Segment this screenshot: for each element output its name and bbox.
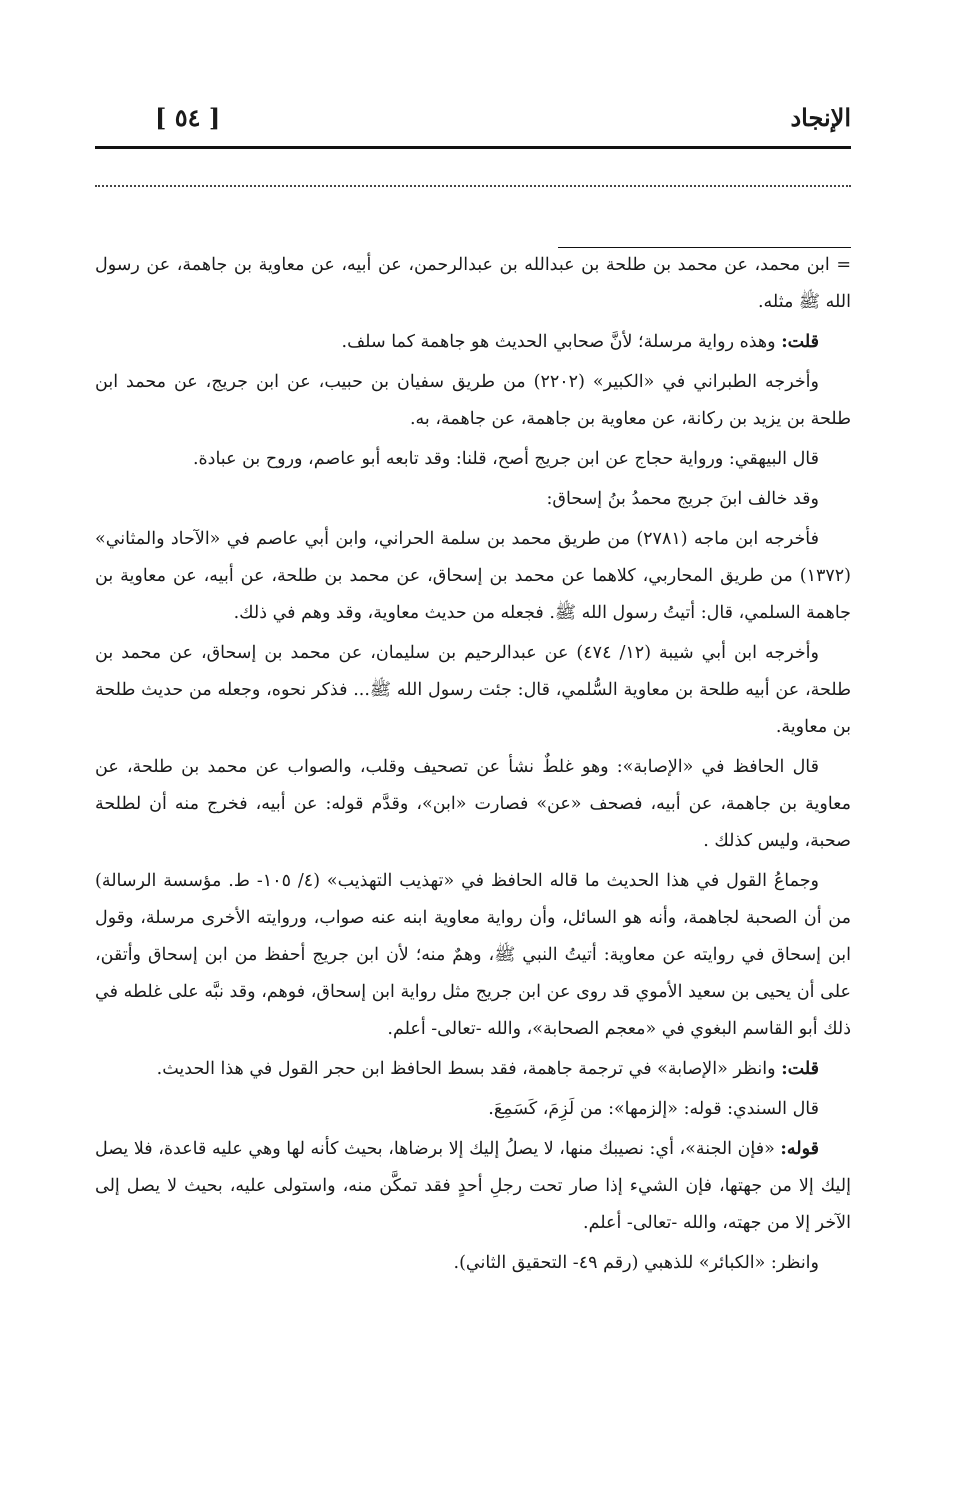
paragraph	[95, 364, 851, 438]
paragraph-lead: قلت:	[781, 1059, 819, 1079]
paragraph	[95, 441, 851, 478]
paragraph-text: وانظر «الإصابة» في ترجمة جاهمة، فقد بسط الحافظ ابن حجر القول في هذا الحديث.	[156, 1059, 782, 1079]
paragraph	[95, 635, 851, 746]
paragraph	[95, 749, 851, 860]
paragraph	[95, 863, 851, 1048]
paragraph-text: قال السندي: قوله: «إلزمها»: من لَزِمَ، كَسَمِعَ.	[488, 1099, 819, 1119]
paragraph-text: وجماعُ القول في هذا الحديث ما قاله الحافظ في «تهذيب التهذيب» (٤/ ١٠٥- ط. مؤسسة الرسالة) من أن الصحبة لجاهمة، وأنه هو السائل، وأن رواية معاوية ابنه عنه صواب، وروايته الأخرى مرسلة، وقول ابن إسحاق في روايته عن معاوية: أتيتُ النبي ﷺ، وهمٌ منه؛ لأن ابن جريج أحفظ من ابن إسحاق وأتقن، على أن يحيى بن سعيد الأموي قد روى عن ابن جريج مثل رواية ابن إسحاق، فوهم، وقد نبَّه على غلطه في ذلك أبو القاسم البغوي في «معجم الصحابة»، والله -تعالى- أعلم.	[95, 871, 851, 1039]
paragraph	[95, 1245, 851, 1282]
dotted-separator	[95, 185, 851, 187]
paragraph	[95, 247, 851, 321]
paragraph-text: وهذه رواية مرسلة؛ لأنَّ صحابي الحديث هو جاهمة كما سلف.	[341, 332, 782, 352]
paragraph	[95, 1131, 851, 1242]
paragraph-text: وأخرجه ابن أبي شيبة (١٢/ ٤٧٤) عن عبدالرحيم بن سليمان، عن محمد بن إسحاق، عن محمد بن طلحة، عن أبيه طلحة بن معاوية السُّلمي، قال: جئت رسول الله ﷺ... فذكر نحوه، وجعله من حديث طلحة بن معاوية.	[95, 643, 851, 737]
paragraph-text: قال الحافظ في «الإصابة»: وهو غلطٌ نشأ عن تصحيف وقلب، والصواب عن محمد بن طلحة، عن معاوية بن جاهمة، عن أبيه، فصحف «عن» فصارت «ابن»، وقدَّم قوله: عن أبيه، فخرج منه أن لطلحة صحبة، وليس كذلك .	[95, 757, 851, 851]
header-rule	[95, 146, 851, 149]
paragraph-text: «فإن الجنة»، أي: نصيبك منها، لا يصلُ إليك إلا برضاها، بحيث كأنه لها وهي عليه قاعدة، فلا يصل إليك إلا من جهتها، فإن الشيء إذا صار تحت رجلِ أحدٍ فقد تمكَّن منه، واستولى عليه، بحيث لا يصل إلى الآخر إلا من جهته، والله -تعالى- أعلم.	[95, 1139, 851, 1233]
paragraph-text: فأخرجه ابن ماجه (٢٧٨١) من طريق محمد بن سلمة الحراني، وابن أبي عاصم في «الآحاد والمثاني» (١٣٧٢) من طريق المحاربي، كلاهما عن محمد بن إسحاق، عن محمد بن طلحة، عن أبيه، عن معاوية بن جاهمة السلمي، قال: أتيتُ رسول الله ﷺ. فجعله من حديث معاوية، وقد وهم في ذلك.	[95, 529, 851, 623]
paragraph	[95, 481, 851, 518]
paragraph-text: = ابن محمد، عن محمد بن طلحة بن عبدالله بن عبدالرحمن، عن أبيه، عن معاوية بن جاهمة، عن رسول الله ﷺ مثله.	[95, 255, 851, 312]
book-title: الإنجاد	[790, 103, 851, 132]
paragraph-text: وانظر: «الكبائر» للذهبي (رقم ٤٩- التحقيق الثاني).	[453, 1253, 819, 1273]
paragraph-lead: قوله:	[780, 1139, 819, 1159]
page-header	[95, 103, 851, 143]
paragraph	[95, 1051, 851, 1088]
paragraph	[95, 521, 851, 632]
page-number: [ ٥٤ ]	[155, 103, 221, 132]
footnote-body	[95, 247, 851, 1285]
paragraph-text: وأخرجه الطبراني في «الكبير» (٢٢٠٢) من طريق سفيان بن حبيب، عن ابن جريج، عن محمد ابن طلحة بن يزيد بن ركانة، عن معاوية بن جاهمة، عن جاهمة، به.	[95, 372, 851, 429]
paragraph-text: وقد خالف ابنَ جريج محمدُ بنُ إسحاق:	[546, 489, 819, 509]
paragraph-lead: قلت:	[781, 332, 819, 352]
paragraph-text: قال البيهقي: ورواية حجاج عن ابن جريج أصح، قلنا: وقد تابعه أبو عاصم، وروح بن عبادة.	[192, 449, 819, 469]
paragraph	[95, 324, 851, 361]
paragraph	[95, 1091, 851, 1128]
